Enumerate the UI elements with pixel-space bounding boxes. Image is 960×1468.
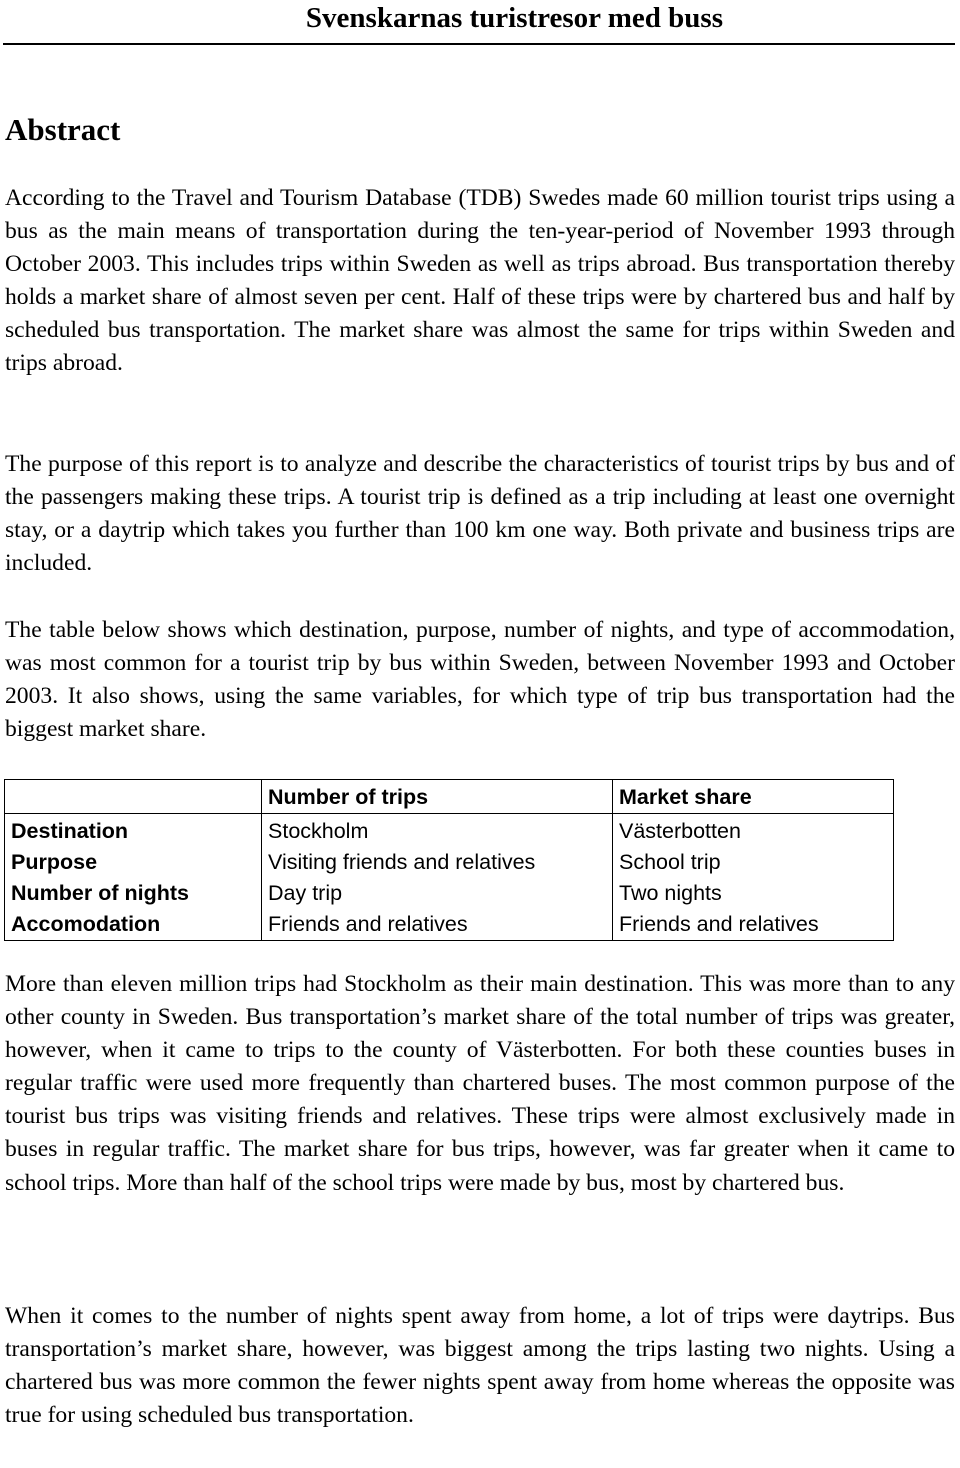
table-cell: Day trip [268, 881, 343, 905]
table-body-row [5, 814, 894, 941]
abstract-heading: Abstract [5, 112, 121, 147]
document-title: Svenskarnas turistresor med buss [305, 2, 723, 34]
row-label-destination: Destination [11, 819, 129, 843]
paragraph-purpose: The purpose of this report is to analyze and describe the characteristics of tourist trips by bus and of the passengers making these trips. A tourist trip is defined as a trip including at least one overnight stay, or a daytrip which takes you further than 100 km one way. Both private and business trips are included. [5, 451, 955, 577]
row-label-purpose: Purpose [11, 850, 98, 874]
table-header-empty [5, 780, 262, 814]
market-share-cell [613, 814, 894, 941]
table-cell: School trip [619, 850, 721, 874]
table-header-number-of-trips [262, 780, 613, 814]
paragraph-intro: According to the Travel and Tourism Database (TDB) Swedes made 60 million tourist trips using a bus as the main means of transportation during the ten-year-period of November 1993 through October 2003. This includes trips within Sweden as well as trips abroad. Bus transportation thereby holds a market share of almost seven per cent. Half of these trips were by chartered bus and half by scheduled bus transportation. The market share was almost the same for trips within Sweden and trips abroad. [5, 185, 955, 377]
row-label-accommodation: Accomodation [11, 912, 161, 936]
paragraph-nights-findings: When it comes to the number of nights spent away from home, a lot of trips were daytrips. Bus transportation’s market share, however, was biggest among the trips lasting two nights. Using a chartered bus was more common the fewer nights spent away from home whereas the opposite was true for using scheduled bus transportation. [5, 1303, 955, 1429]
table-cell: Västerbotten [619, 819, 741, 843]
table-cell: Stockholm [268, 819, 369, 843]
column-header-label: Market share [619, 785, 752, 809]
title-divider [3, 43, 955, 45]
table-cell: Visiting friends and relatives [268, 850, 536, 874]
table-cell: Friends and relatives [268, 912, 468, 936]
table-cell: Two nights [619, 881, 722, 905]
table-cell: Friends and relatives [619, 912, 819, 936]
row-labels-cell [5, 814, 262, 941]
paragraph-destination-findings: More than eleven million trips had Stockholm as their main destination. This was more than to any other county in Sweden. Bus transportation’s market share of the total number of trips was greater, however, when it came to trips to the county of Västerbotten. For both these counties buses in regular traffic were used more frequently than chartered buses. The most common purpose of the tourist bus trips was visiting friends and relatives. These trips were almost exclusively made in buses in regular traffic. The market share for bus trips, however, was far greater when it came to school trips. More than half of the school trips were made by bus, most by chartered bus. [5, 971, 955, 1196]
column-header-label: Number of trips [268, 785, 429, 809]
table-header-market-share [613, 780, 894, 814]
number-of-trips-cell [262, 814, 613, 941]
paragraph-table-intro: The table below shows which destination, purpose, number of nights, and type of accommodation, was most common for a tourist trip by bus within Sweden, between November 1993 and October 2003. It also shows, using the same variables, for which type of trip bus transportation had the biggest market share. [5, 617, 955, 743]
table-header-row [5, 780, 894, 814]
summary-table [4, 779, 894, 941]
row-label-nights: Number of nights [11, 881, 189, 905]
